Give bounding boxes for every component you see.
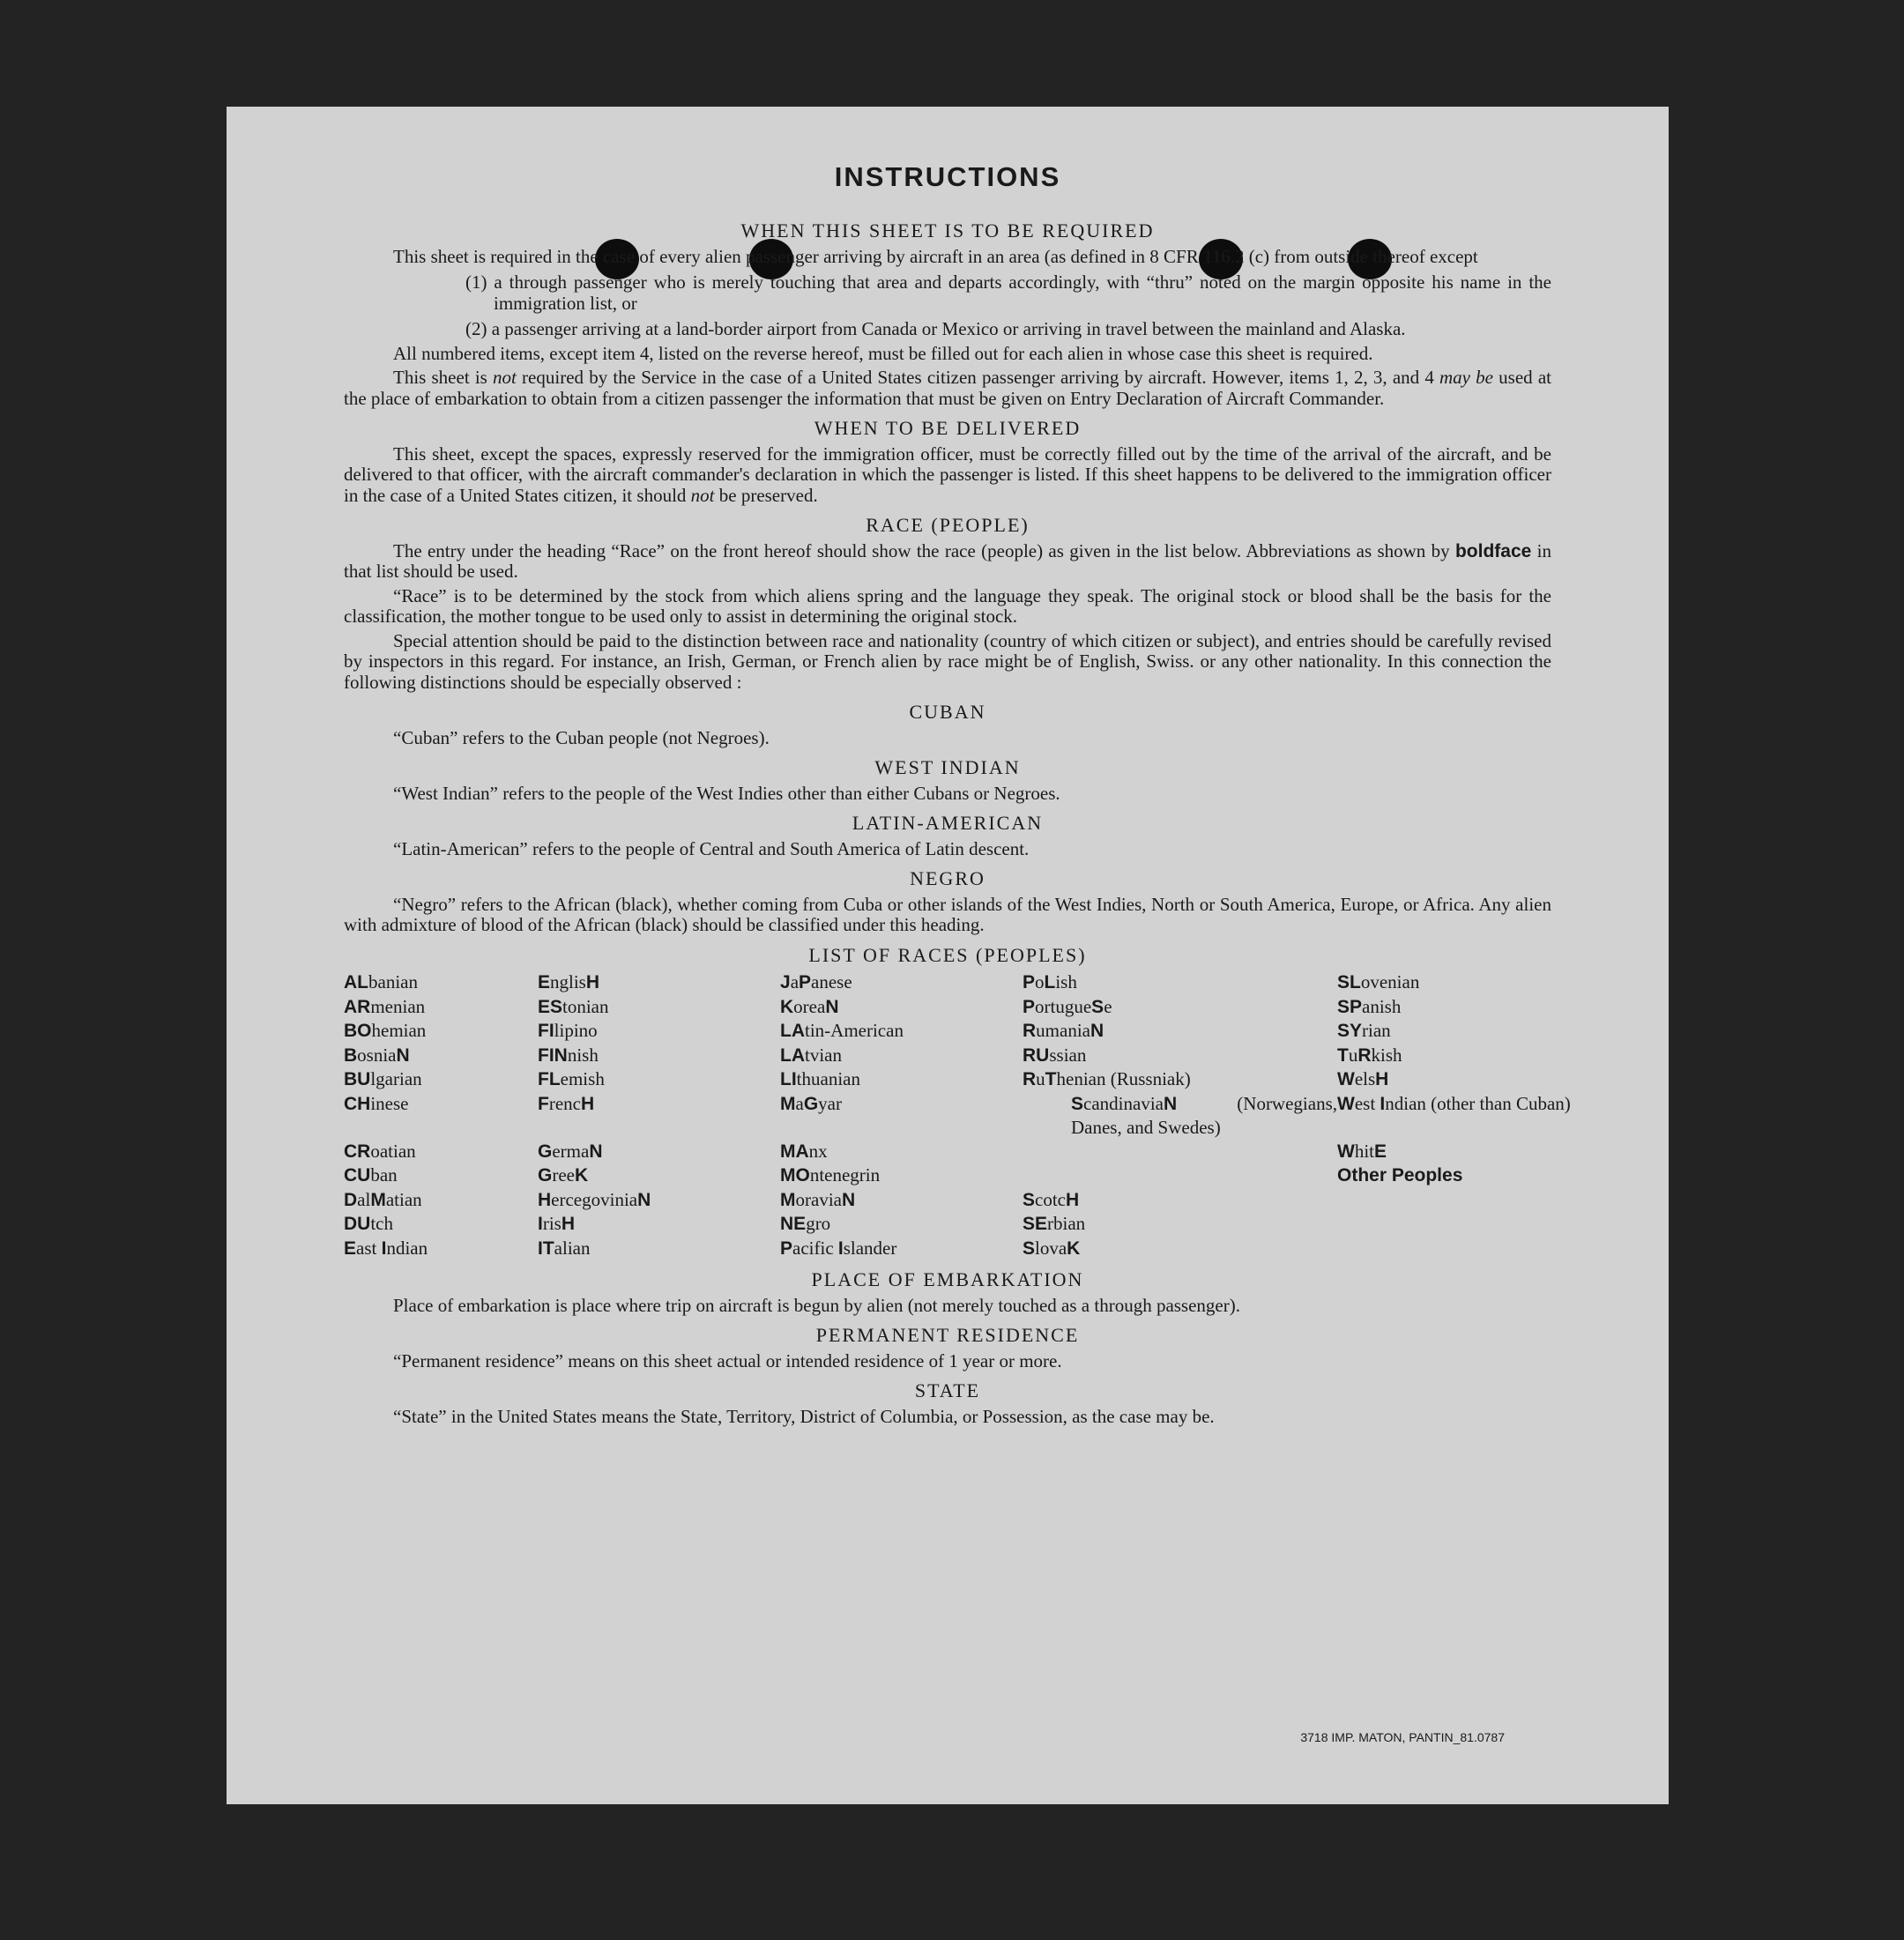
- section-heading: LATIN-AMERICAN: [852, 812, 1044, 834]
- race-abbreviation: SY: [1337, 1021, 1363, 1041]
- race-entry: [1337, 1019, 1571, 1044]
- race-abbreviation: P: [1023, 996, 1036, 1017]
- race-abbreviation: J: [780, 972, 791, 992]
- section-heading: WHEN TO BE DELIVERED: [814, 417, 1082, 439]
- race-abbreviation: E: [538, 972, 551, 992]
- text-run: not: [690, 484, 715, 506]
- instruction-sheet: [227, 107, 1669, 1804]
- race-entry: [344, 1019, 538, 1044]
- race-abbreviation: LA: [780, 1044, 805, 1066]
- race-abbreviation: R: [1023, 1069, 1037, 1089]
- race-abbreviation: MO: [780, 1165, 810, 1186]
- race-text: o: [1035, 971, 1045, 992]
- race-text: u: [1036, 1068, 1045, 1089]
- paragraph: [344, 444, 1551, 507]
- race-abbreviation: G: [538, 1165, 553, 1186]
- section-heading: PLACE OF EMBARKATION: [811, 1268, 1084, 1290]
- race-text: emish: [560, 1068, 605, 1089]
- race-abbreviation: NE: [780, 1214, 807, 1234]
- race-abbreviation: N: [825, 996, 839, 1017]
- race-entry: [780, 1188, 1023, 1213]
- section-heading: STATE: [914, 1379, 981, 1401]
- race-entry: [538, 970, 780, 995]
- race-entry: [344, 1067, 538, 1092]
- race-abbreviation: Other Peoples: [1337, 1165, 1463, 1186]
- race-abbreviation: K: [574, 1165, 589, 1186]
- section-heading: RACE (PEOPLE): [866, 514, 1030, 536]
- race-abbreviation: K: [1067, 1238, 1081, 1259]
- race-text: lgarian: [370, 1068, 422, 1089]
- race-abbreviation: B: [344, 1044, 358, 1066]
- document-body: [344, 201, 1571, 1431]
- race-text: ast: [356, 1237, 382, 1259]
- race-entry: [344, 1092, 538, 1140]
- race-abbreviation: CU: [344, 1165, 371, 1186]
- paragraph: This sheet is required in the case of every alien passenger arriving by aircraft in an area (as defined in 8 CFR 116.2 (c) from outside thereof except: [393, 245, 1478, 267]
- race-text: umania: [1036, 1020, 1090, 1041]
- race-text: atian: [385, 1188, 422, 1210]
- race-entry: [1023, 1163, 1337, 1188]
- race-entry: [538, 1092, 780, 1140]
- list-item: (2) a passenger arriving at a land-border airport from Canada or Mexico or arriving in travel between the mainland and Alaska.: [465, 318, 1406, 339]
- race-text: oravia: [795, 1188, 842, 1210]
- race-abbreviation: N: [1090, 1021, 1104, 1041]
- race-abbreviation: D: [344, 1189, 358, 1210]
- paragraph: “Race” is to be determined by the stock from which aliens spring and the language they speak. The original stock or blood shall be the basis for the classification, the mother tongue to be used only to assist in determining the original stock.: [344, 584, 1551, 627]
- text-run: in that list should be used.: [344, 539, 1551, 582]
- race-text: ortugue: [1035, 995, 1092, 1017]
- race-abbreviation: R: [1023, 1021, 1037, 1041]
- race-text: ndian (other than Cuban): [1385, 1092, 1571, 1114]
- race-abbreviation: S: [1023, 1238, 1036, 1259]
- race-text: inese: [370, 1092, 409, 1114]
- race-abbreviation: H: [585, 972, 600, 992]
- race-text: a: [790, 971, 800, 992]
- race-abbreviation: SL: [1337, 972, 1361, 992]
- race-entry: [780, 1092, 1023, 1140]
- race-text: ndian: [386, 1237, 428, 1259]
- race-abbreviation: I: [1380, 1093, 1386, 1114]
- race-text: ish: [1055, 971, 1077, 992]
- race-entry: [1337, 970, 1571, 995]
- race-abbreviation: CR: [344, 1141, 371, 1162]
- race-abbreviation: SE: [1023, 1214, 1048, 1234]
- race-text: rian: [1362, 1020, 1391, 1041]
- race-entry: [538, 1140, 780, 1164]
- race-entry: [344, 1237, 538, 1261]
- race-text: ree: [552, 1164, 575, 1186]
- race-abbreviation: N: [1163, 1093, 1178, 1114]
- race-text: slander: [843, 1237, 897, 1259]
- race-entry: [780, 970, 1023, 995]
- race-entry: [1023, 1237, 1337, 1261]
- race-entry: [1023, 1140, 1337, 1164]
- page-title: INSTRUCTIONS: [834, 161, 1061, 192]
- race-entry: [538, 1188, 780, 1213]
- race-abbreviation: H: [580, 1093, 595, 1114]
- race-entry: [1023, 970, 1337, 995]
- race-abbreviation: FIN: [538, 1044, 568, 1066]
- race-abbreviation: W: [1337, 1093, 1355, 1114]
- race-abbreviation: T: [1045, 1069, 1057, 1089]
- race-text: tch: [370, 1213, 393, 1234]
- race-text: lova: [1035, 1237, 1067, 1259]
- paragraph: [344, 541, 1551, 583]
- paragraph: Special attention should be paid to the distinction between race and nationality (country of which citizen or subject), and entries should be carefully revised by inspectors in this regard. For instance, an Irish, German, or French alien by race might be of English, Swiss. or any other nationality. In this connection the following distinctions should be especially observed :: [344, 629, 1551, 693]
- paragraph: “Negro” refers to the African (black), whether coming from Cuba or other islands of the West Indies, North or South America, Europe, or Africa. Any alien with admixture of blood of the African (black) should be classified under this heading.: [344, 893, 1551, 935]
- race-abbreviation: IT: [538, 1238, 554, 1259]
- text-run: boldface: [1454, 540, 1532, 561]
- race-entry: [780, 1019, 1023, 1044]
- race-text: menian: [370, 995, 426, 1017]
- race-abbreviation: ES: [538, 996, 563, 1017]
- text-run: This sheet is: [393, 367, 494, 388]
- race-text: u: [1348, 1044, 1358, 1066]
- race-text: hit: [1354, 1140, 1374, 1162]
- race-entry: [344, 1044, 538, 1068]
- race-abbreviation: I: [538, 1214, 543, 1234]
- race-entry: [1337, 1163, 1571, 1188]
- race-abbreviation: F: [538, 1093, 549, 1114]
- race-abbreviation: W: [1337, 1069, 1355, 1089]
- race-abbreviation: I: [381, 1238, 387, 1259]
- race-text: nglis: [550, 971, 586, 992]
- paragraph: “State” in the United States means the State, Territory, District of Columbia, or Possession, as the case may be.: [393, 1405, 1215, 1427]
- race-abbreviation: N: [396, 1044, 410, 1066]
- race-text: tin-American: [805, 1020, 904, 1041]
- race-text: henian (Russniak): [1056, 1068, 1191, 1089]
- race-text: rbian: [1047, 1213, 1086, 1234]
- race-text: alian: [554, 1237, 591, 1259]
- race-entry: [344, 1163, 538, 1188]
- race-text: al: [357, 1188, 371, 1210]
- race-text: anish: [1362, 995, 1402, 1017]
- race-abbreviation: S: [1091, 996, 1104, 1017]
- race-list: [344, 970, 1571, 1260]
- race-entry: [538, 1067, 780, 1092]
- race-text: kish: [1371, 1044, 1402, 1066]
- race-entry: [1337, 995, 1571, 1020]
- text-run: may be: [1439, 367, 1493, 388]
- race-abbreviation: M: [370, 1189, 386, 1210]
- paragraph: Place of embarkation is place where trip on aircraft is begun by alien (not merely touched as a through passenger).: [393, 1294, 1240, 1316]
- race-entry: [1337, 1188, 1571, 1213]
- race-text: ssian: [1049, 1044, 1087, 1066]
- race-text: oatian: [370, 1140, 416, 1162]
- race-abbreviation: RU: [1023, 1044, 1050, 1066]
- race-entry: [538, 1019, 780, 1044]
- race-text: banian: [368, 971, 418, 992]
- race-abbreviation: G: [803, 1093, 819, 1114]
- race-text: tonian: [562, 995, 609, 1017]
- race-text: thuanian: [796, 1068, 860, 1089]
- race-entry: [780, 995, 1023, 1020]
- race-entry: [1023, 1067, 1337, 1092]
- race-abbreviation: M: [780, 1189, 796, 1210]
- race-abbreviation: LI: [780, 1069, 797, 1089]
- race-entry: [344, 1188, 538, 1213]
- race-entry: [1337, 1092, 1571, 1140]
- paragraph: “Latin-American” refers to the people of Central and South America of Latin descent.: [393, 837, 1030, 859]
- race-abbreviation: W: [1337, 1141, 1355, 1162]
- race-abbreviation: LA: [780, 1021, 805, 1041]
- text-run: not: [493, 367, 517, 388]
- paragraph: “West Indian” refers to the people of the West Indies other than either Cubans or Negroes.: [393, 782, 1060, 804]
- race-abbreviation: MA: [780, 1141, 809, 1162]
- race-text: cotc: [1035, 1188, 1066, 1210]
- paragraph: All numbered items, except item 4, listed on the reverse hereof, must be filled out for each alien in whose case this sheet is required.: [393, 342, 1373, 364]
- race-abbreviation: S: [1071, 1093, 1084, 1114]
- race-text: gro: [806, 1213, 831, 1234]
- race-entry: [538, 1163, 780, 1188]
- race-abbreviation: E: [1374, 1141, 1387, 1162]
- section-heading: WHEN THIS SHEET IS TO BE REQUIRED: [740, 219, 1155, 242]
- race-abbreviation: T: [1337, 1044, 1349, 1066]
- race-text: els: [1354, 1068, 1376, 1089]
- paragraph: “Permanent residence” means on this sheet actual or intended residence of 1 year or more.: [393, 1349, 1062, 1371]
- race-abbreviation: H: [561, 1214, 576, 1234]
- section-heading: WEST INDIAN: [874, 756, 1021, 778]
- race-entry: [1023, 995, 1337, 1020]
- race-text: anese: [811, 971, 852, 992]
- race-entry: [1337, 1067, 1571, 1092]
- race-abbreviation: FL: [538, 1069, 561, 1089]
- race-text: ntenegrin: [809, 1164, 881, 1186]
- race-entry: [780, 1044, 1023, 1068]
- race-text: est: [1354, 1092, 1380, 1114]
- race-abbreviation: P: [780, 1238, 793, 1259]
- race-entry: [1337, 1237, 1571, 1261]
- race-abbreviation: R: [1357, 1044, 1372, 1066]
- race-text: candinavia: [1083, 1092, 1164, 1114]
- section-heading: PERMANENT RESIDENCE: [815, 1324, 1080, 1346]
- race-entry: [344, 1140, 538, 1164]
- race-entry: [344, 1212, 538, 1237]
- race-abbreviation: E: [344, 1238, 357, 1259]
- race-entry: [344, 970, 538, 995]
- race-text: tvian: [805, 1044, 842, 1066]
- text-run: used at the place of embarkation to obtain from a citizen passenger the information that must be given on Entry Declaration of Aircraft Commander.: [344, 367, 1552, 409]
- section-heading: CUBAN: [909, 701, 986, 723]
- race-text: nx: [808, 1140, 828, 1162]
- text-run: be preserved.: [714, 484, 818, 506]
- race-text: acific: [792, 1237, 838, 1259]
- race-entry: [538, 1212, 780, 1237]
- race-entry: [780, 1212, 1023, 1237]
- race-abbreviation: I: [837, 1238, 844, 1259]
- race-abbreviation: CH: [344, 1093, 371, 1114]
- race-entry: [780, 1067, 1023, 1092]
- race-text: orea: [793, 995, 826, 1017]
- race-entry: [780, 1163, 1023, 1188]
- paragraph: [344, 368, 1551, 409]
- race-abbreviation: N: [589, 1141, 603, 1162]
- race-entry: [1337, 1044, 1571, 1068]
- race-text: ban: [370, 1164, 398, 1186]
- race-entry: [1023, 1092, 1337, 1140]
- race-text: ercegovinia: [551, 1188, 638, 1210]
- race-entry: [1337, 1212, 1571, 1237]
- race-abbreviation: AL: [344, 972, 368, 992]
- race-abbreviation: AR: [344, 996, 371, 1017]
- race-entry: [780, 1140, 1023, 1164]
- list-item: (1) a through passenger who is merely touching that area and departs accordingly, with “thru” noted on the margin opposite his name in the immigration list, or: [465, 271, 1551, 314]
- race-text: a: [795, 1092, 804, 1114]
- text-run: required by the Service in the case of a United States citizen passenger arriving by aircraft. However, items 1, 2, 3, and 4: [516, 367, 1440, 388]
- race-entry: [1023, 1188, 1337, 1213]
- race-abbreviation: P: [799, 972, 812, 992]
- race-entry: [344, 995, 538, 1020]
- race-entry: [538, 1044, 780, 1068]
- race-abbreviation: K: [780, 996, 794, 1017]
- race-abbreviation: BO: [344, 1021, 372, 1041]
- race-text: lipino: [554, 1020, 598, 1041]
- race-abbreviation: H: [1066, 1189, 1080, 1210]
- race-entry: [538, 1237, 780, 1261]
- race-abbreviation: SP: [1337, 996, 1363, 1017]
- race-text: ris: [542, 1213, 562, 1234]
- race-abbreviation: DU: [344, 1214, 371, 1234]
- race-abbreviation: S: [1023, 1189, 1036, 1210]
- race-text: renc: [548, 1092, 581, 1114]
- section-heading: LIST OF RACES (PEOPLES): [808, 943, 1087, 966]
- race-entry: [538, 995, 780, 1020]
- section-heading: NEGRO: [910, 867, 985, 889]
- race-text: yar: [818, 1092, 842, 1114]
- race-text: nish: [567, 1044, 599, 1066]
- race-entry: [780, 1237, 1023, 1261]
- race-text: e: [1104, 995, 1112, 1017]
- race-entry: [1023, 1019, 1337, 1044]
- race-entry: [1023, 1212, 1337, 1237]
- race-abbreviation: N: [841, 1189, 856, 1210]
- race-text: hemian: [371, 1020, 427, 1041]
- race-abbreviation: H: [538, 1189, 552, 1210]
- text-run: This sheet, except the spaces, expressly reserved for the immigration officer, must be correctly filled out by the time of the arrival of the aircraft, and be delivered to that officer, with the aircraft commander's declaration in which the passenger is listed. If this sheet happens to be delivered to the immigration officer in the case of a United States citizen, it should: [344, 442, 1551, 506]
- race-text: osnia: [357, 1044, 397, 1066]
- race-text: erma: [552, 1140, 590, 1162]
- race-abbreviation: G: [538, 1141, 553, 1162]
- paragraph: “Cuban” refers to the Cuban people (not Negroes).: [393, 726, 770, 748]
- race-abbreviation: N: [637, 1189, 651, 1210]
- text-run: The entry under the heading “Race” on the front hereof should show the race (people) as given in the list below. Abbreviations as shown by: [393, 539, 1455, 561]
- race-abbreviation: H: [1375, 1069, 1389, 1089]
- race-abbreviation: P: [1023, 972, 1036, 992]
- race-abbreviation: L: [1044, 972, 1056, 992]
- form-code: 3718 IMP. MATON, PANTIN_81.0787: [1300, 1730, 1505, 1744]
- race-abbreviation: M: [780, 1093, 796, 1114]
- race-text: (Norwegians, Danes, and Swedes): [1071, 1092, 1337, 1138]
- race-entry: [1023, 1044, 1337, 1068]
- race-abbreviation: BU: [344, 1069, 371, 1089]
- race-entry: [1337, 1140, 1571, 1164]
- race-abbreviation: FI: [538, 1021, 554, 1041]
- race-text: ovenian: [1360, 971, 1420, 992]
